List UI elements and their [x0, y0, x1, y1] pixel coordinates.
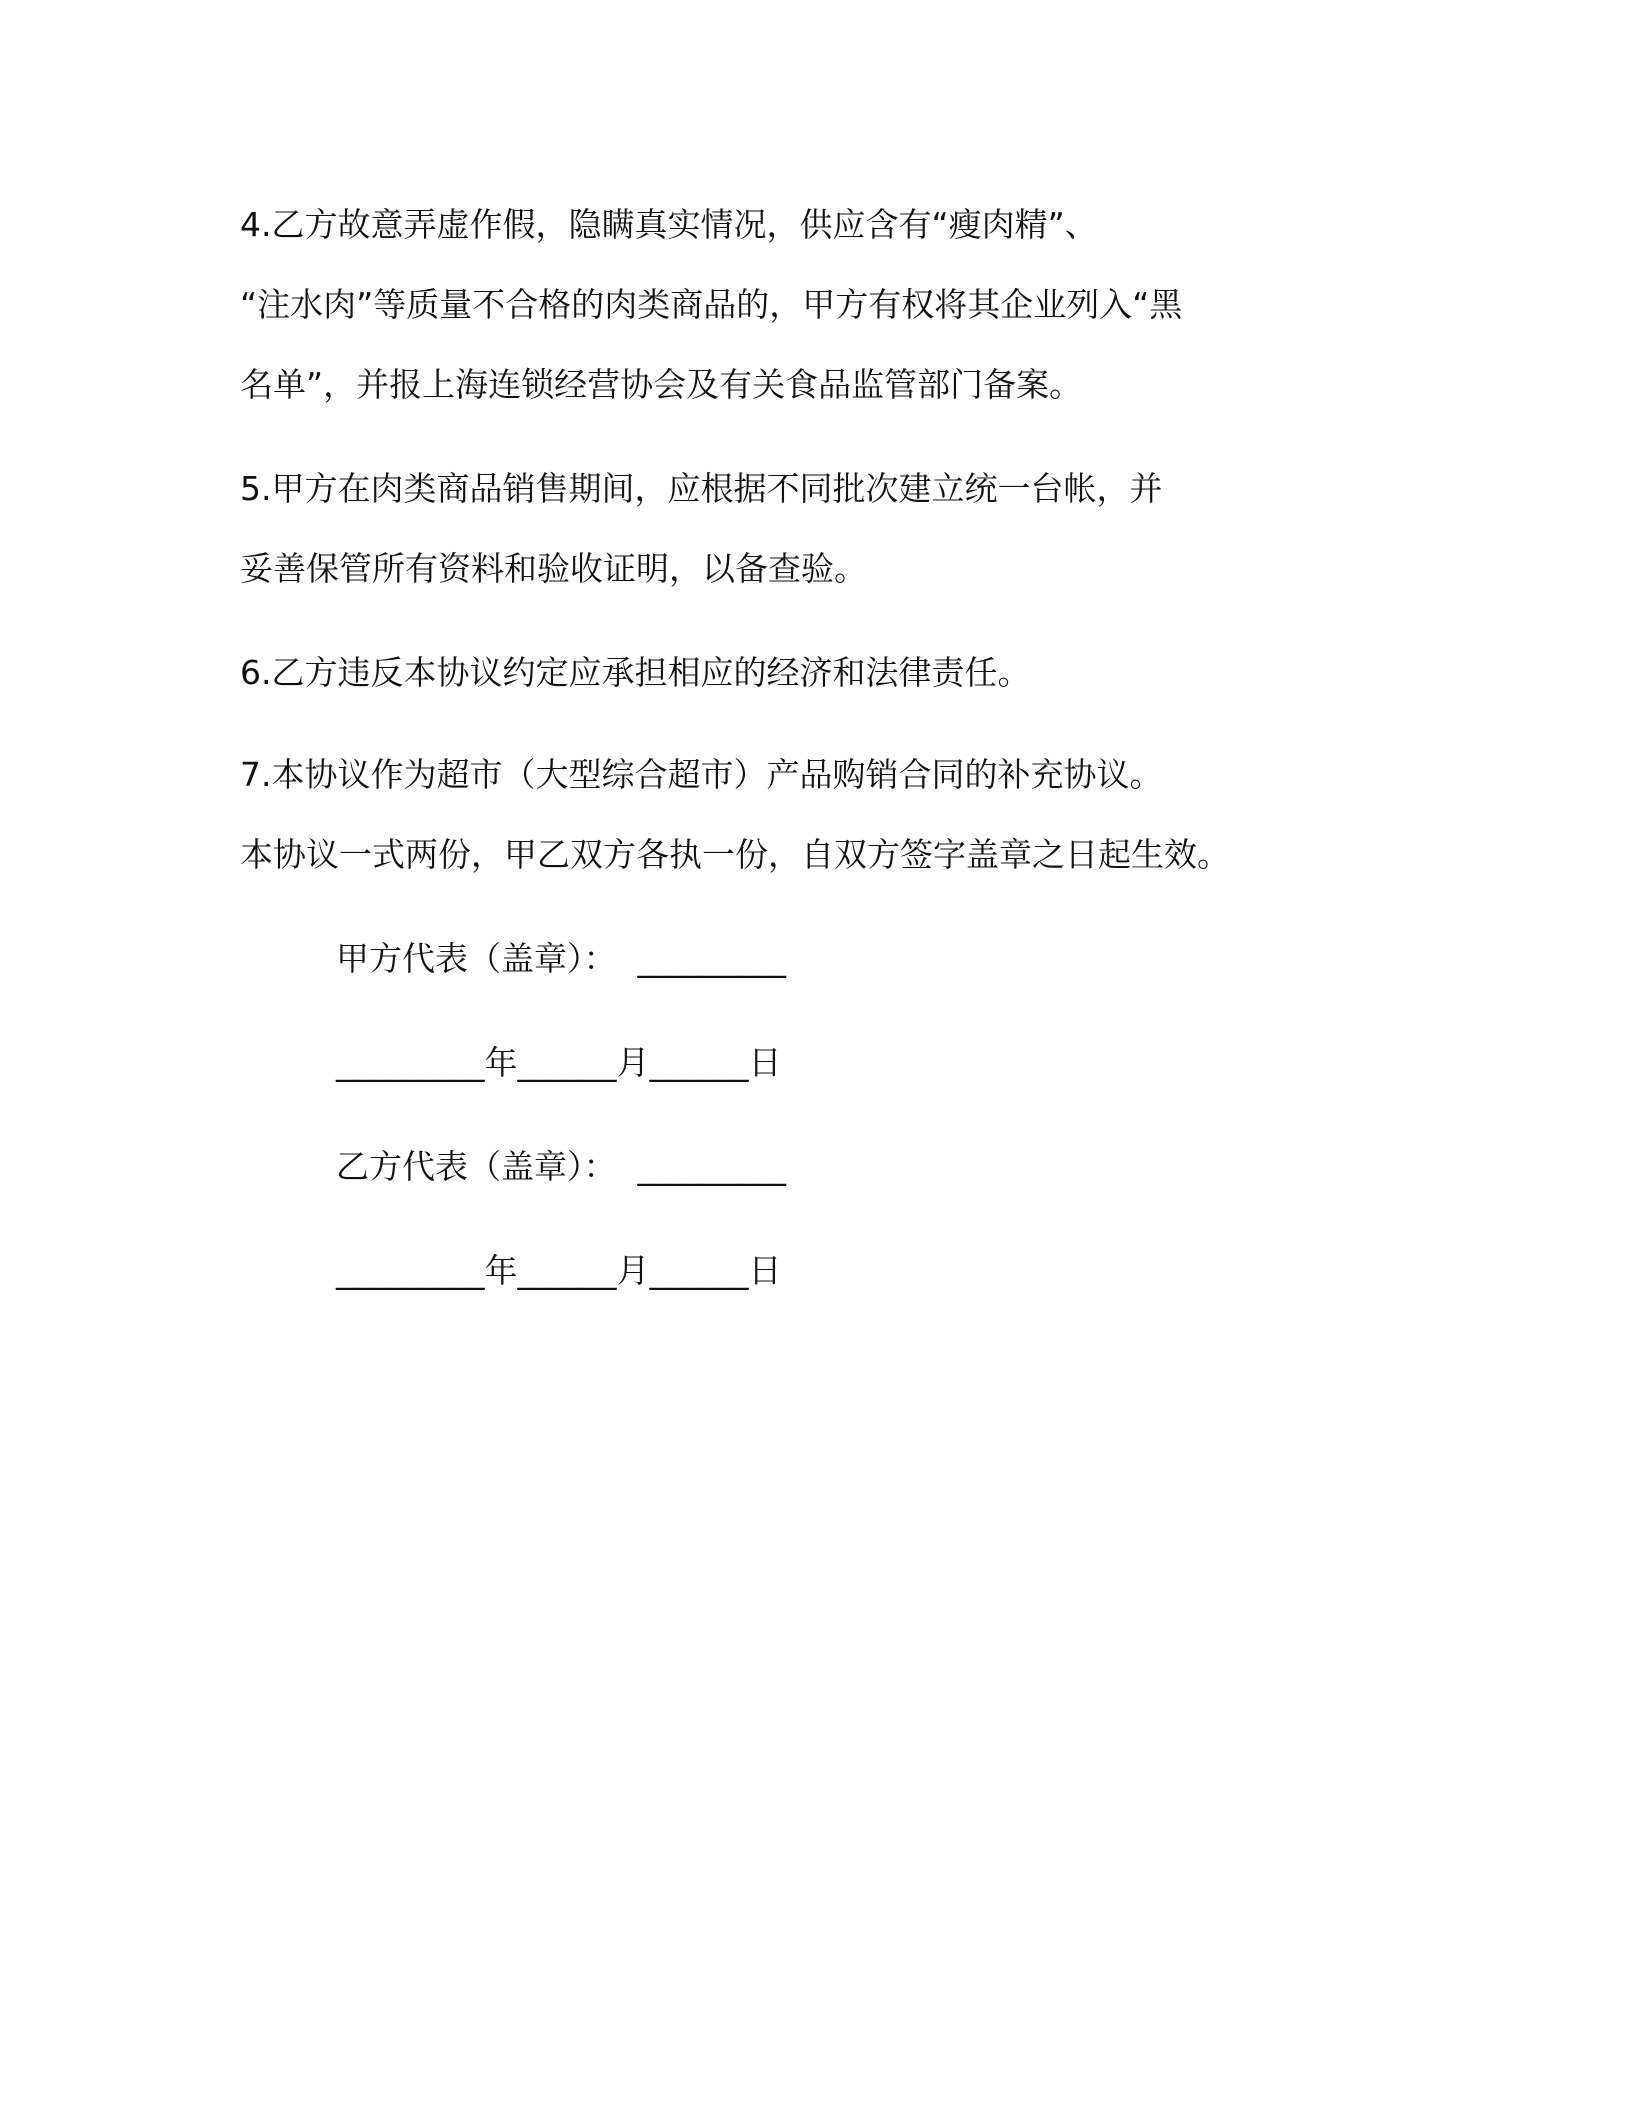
- clause-4: 4.乙方故意弄虚作假，隐瞒真实情况，供应含有“瘦肉精”、 “注水肉”等质量不合格的肉类商品的，甲方有权将其企业列入“黑 名单”，并报上海连锁经营协会及有关食品监管部门备案。: [240, 205, 1183, 404]
- party-b-date-line: _________年______月______日: [336, 1251, 782, 1290]
- party-a-signature-line: 甲方代表（盖章）： _________: [336, 939, 786, 978]
- party-a-date-line: _________年______月______日: [336, 1043, 782, 1082]
- party-b-signature-line: 乙方代表（盖章）： _________: [336, 1147, 786, 1186]
- clause-7: 7.本协议作为超市（大型综合超市）产品购销合同的补充协议。 本协议一式两份，甲乙双方各执一份，自双方签字盖章之日起生效。: [240, 755, 1230, 874]
- document-body: [240, 185, 1380, 1335]
- clause-6: 6.乙方违反本协议约定应承担相应的经济和法律责任。: [240, 653, 1031, 692]
- clause-5: 5.甲方在肉类商品销售期间，应根据不同批次建立统一台帐，并 妥善保管所有资料和验收证明，以备查验。: [240, 469, 1163, 588]
